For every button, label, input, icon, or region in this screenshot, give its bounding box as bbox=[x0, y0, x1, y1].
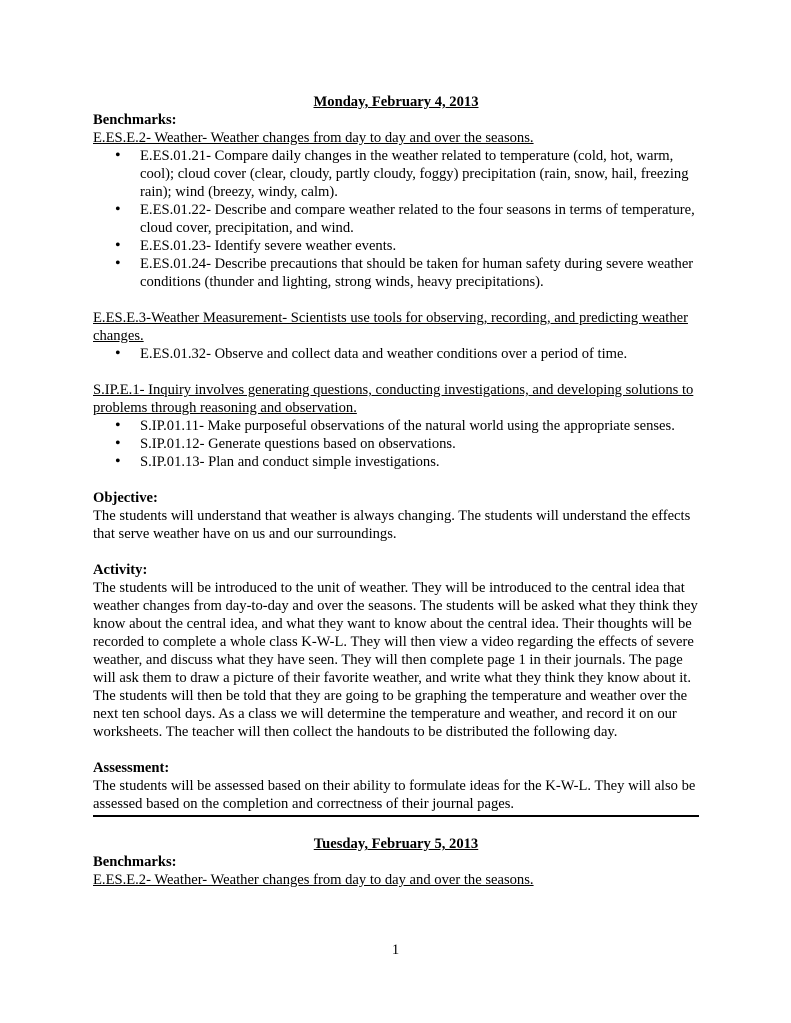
standard-weather: E.ES.E.2- Weather- Weather changes from day to day and over the seasons. bbox=[93, 872, 534, 888]
assessment-heading: Assessment: bbox=[93, 760, 170, 776]
day-title-monday: Monday, February 4, 2013 bbox=[313, 94, 479, 110]
standard-weather: E.ES.E.2- Weather- Weather changes from day to day and over the seasons. bbox=[93, 130, 534, 146]
activity-heading: Activity: bbox=[93, 562, 148, 578]
benchmark-list-measurement bbox=[93, 345, 699, 363]
standard-weather-measurement: E.ES.E.3-Weather Measurement- Scientists use tools for observing, recording, and predicting weather changes. bbox=[93, 310, 688, 344]
standard-inquiry: S.IP.E.1- Inquiry involves generating questions, conducting investigations, and developing solutions to problems through reasoning and observation. bbox=[93, 382, 694, 416]
benchmarks-heading: Benchmarks: bbox=[93, 112, 177, 128]
benchmark-list-inquiry bbox=[93, 417, 699, 471]
list-item: • E.ES.01.23- Identify severe weather events. bbox=[93, 237, 699, 255]
objective-heading: Objective: bbox=[93, 490, 158, 506]
page-number: 1 bbox=[391, 942, 400, 958]
assessment-text: The students will be assessed based on their ability to formulate ideas for the K-W-L. They will also be assessed based on the completion and correctness of their journal pages. bbox=[93, 778, 696, 812]
document-page bbox=[93, 93, 699, 889]
list-item: • E.ES.01.21- Compare daily changes in the weather related to temperature (cold, hot, warm, cool); cloud cover (clear, cloudy, partly cloudy, foggy) precipitation (rain, snow, hail, freezing rain); wind (breezy, windy, calm). bbox=[93, 147, 699, 201]
objective-text: The students will understand that weather is always changing. The students will understand the effects that serve weather have on us and our surroundings. bbox=[93, 508, 691, 542]
list-item: • S.IP.01.11- Make purposeful observations of the natural world using the appropriate senses. bbox=[93, 417, 699, 435]
list-item: • S.IP.01.12- Generate questions based on observations. bbox=[93, 435, 699, 453]
activity-text: The students will be introduced to the unit of weather. They will be introduced to the central idea that weather changes from day-to-day and over the seasons. The students will be asked what they think they know about the central idea, and what they want to know about the central idea. Their thoughts will be recorded to complete a whole class K-W-L. They will then view a video regarding the effects of severe weather, and discuss what they have seen. They will then complete page 1 in their journals. The page will ask them to draw a picture of their favorite weather, and write what they think they know about it. The students will then be told that they are going to be graphing the temperature and weather over the next ten school days. As a class we will determine the temperature and weather, and record it on our worksheets. The teacher will then collect the handouts to be distributed the following day. bbox=[93, 580, 698, 740]
benchmarks-heading: Benchmarks: bbox=[93, 854, 177, 870]
benchmark-list-weather bbox=[93, 147, 699, 291]
day-title-tuesday: Tuesday, February 5, 2013 bbox=[313, 836, 479, 852]
list-item: • E.ES.01.24- Describe precautions that should be taken for human safety during severe weather conditions (thunder and lighting, strong winds, heavy precipitations). bbox=[93, 255, 699, 291]
list-item: • E.ES.01.22- Describe and compare weather related to the four seasons in terms of temperature, cloud cover, precipitation, and wind. bbox=[93, 201, 699, 237]
list-item: • S.IP.01.13- Plan and conduct simple investigations. bbox=[93, 453, 699, 471]
list-item: • E.ES.01.32- Observe and collect data and weather conditions over a period of time. bbox=[93, 345, 699, 363]
